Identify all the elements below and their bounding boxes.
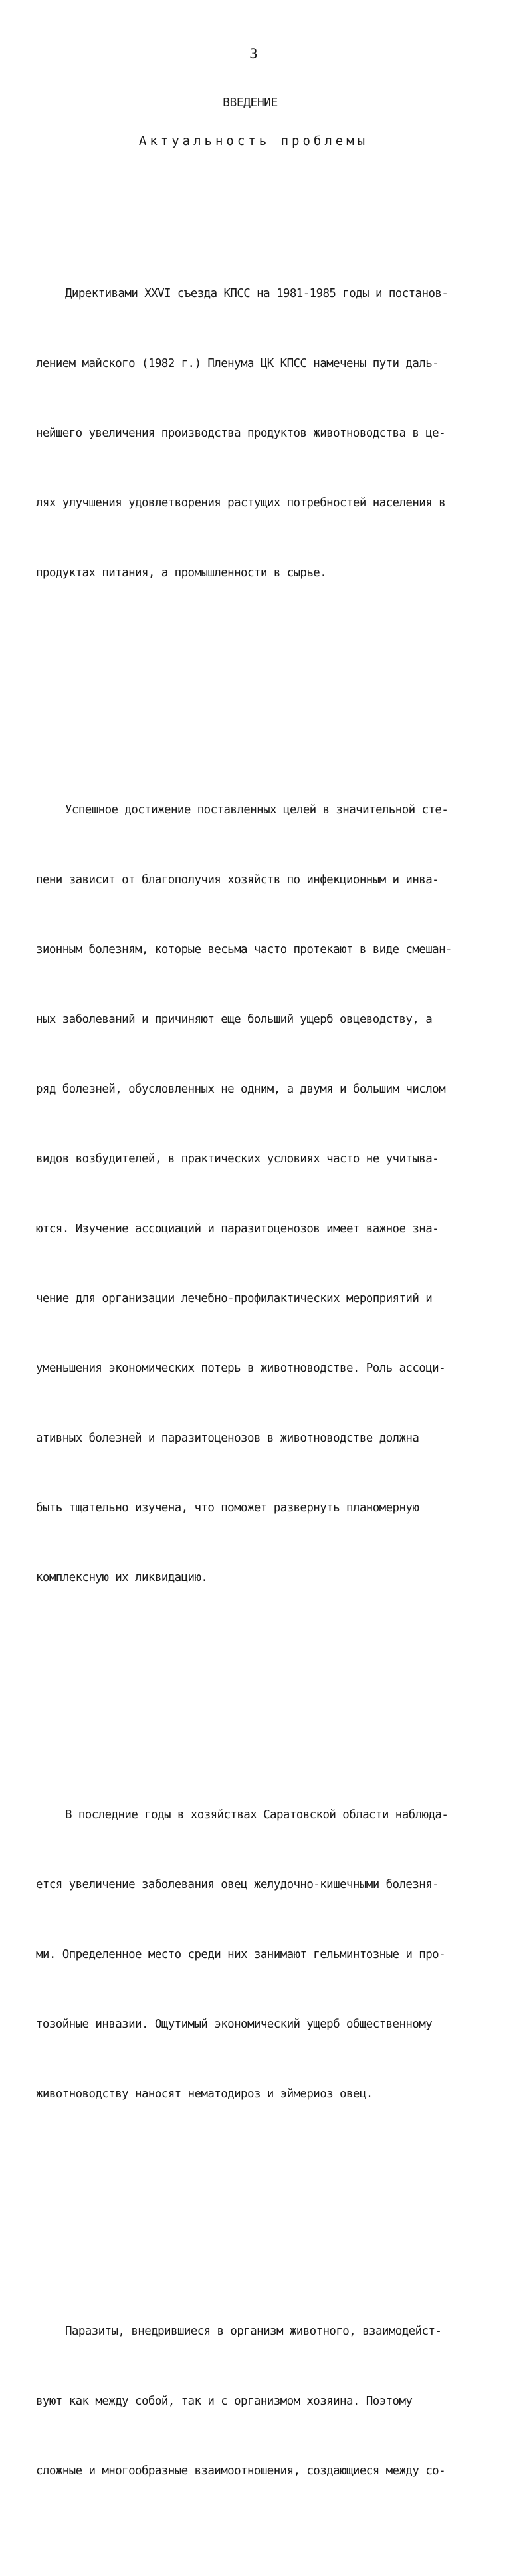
text-line: Успешное достижение поставленных целей в значительной сте- bbox=[65, 804, 449, 817]
text-line: Паразиты, внедрившиеся в организм животного, взаимодейст- bbox=[65, 2325, 442, 2338]
text-line: комплексную их ликвидацию. bbox=[36, 1571, 208, 1584]
text-line: Директивами XXVI съезда КПСС на 1981-1985 годы и постанов- bbox=[65, 287, 449, 300]
text-line: В последние годы в хозяйствах Саратовской области наблюда- bbox=[65, 1808, 449, 1822]
text-line: продуктах питания, а промышленности в сырье. bbox=[36, 566, 327, 580]
text-line: животноводству наносят нематодироз и эймериоз овец. bbox=[36, 2088, 373, 2101]
section-subtitle: Актуальность проблемы bbox=[138, 134, 369, 148]
text-line: ных заболеваний и причиняют еще больший ущерб овцеводству, а bbox=[36, 1013, 433, 1026]
text-line: пени зависит от благополучия хозяйств по инфекционным и инва- bbox=[36, 873, 439, 887]
text-line: уменьшения экономических потерь в животноводстве. Роль ассоци- bbox=[36, 1362, 446, 1375]
text-line: вуют как между собой, так и с организмом хозяина. Поэтому bbox=[36, 2395, 413, 2408]
text-line: ется увеличение заболевания овец желудочно-кишечными болезня- bbox=[36, 1878, 439, 1891]
text-line: сложные и многообразные взаимоотношения, создающиеся между со- bbox=[36, 2464, 446, 2478]
section-title: ВВЕДЕНИЕ bbox=[223, 96, 278, 110]
body-text bbox=[36, 166, 504, 2576]
text-line: ативных болезней и паразитоценозов в животноводстве должна bbox=[36, 1432, 419, 1445]
text-line: нейшего увеличения производства продуктов животноводства в це- bbox=[36, 427, 446, 440]
text-line: ются. Изучение ассоциаций и паразитоценозов имеет важное зна- bbox=[36, 1222, 439, 1235]
text-line: ряд болезней, обусловленных не одним, а двумя и большим числом bbox=[36, 1083, 446, 1096]
paragraph bbox=[36, 236, 504, 631]
text-line: тозойные инвазии. Ощутимый экономический ущерб общественному bbox=[36, 2018, 433, 2031]
text-line: видов возбудителей, в практических условиях часто не учитыва- bbox=[36, 1152, 439, 1166]
paragraph bbox=[36, 752, 504, 1636]
text-line: чение для организации лечебно-профилактических мероприятий и bbox=[36, 1292, 433, 1305]
paragraph bbox=[36, 1757, 504, 2153]
text-line: быть тщательно изучена, что поможет развернуть планомерную bbox=[36, 1501, 419, 1515]
page-number: 3 bbox=[249, 46, 258, 62]
paragraph bbox=[36, 2274, 504, 2529]
text-line: лением майского (1982 г.) Пленума ЦК КПСС намечены пути даль- bbox=[36, 357, 439, 370]
text-line: зионным болезням, которые весьма часто протекают в виде смешан- bbox=[36, 943, 452, 956]
text-line: лях улучшения удовлетворения растущих потребностей населения в bbox=[36, 496, 446, 510]
text-line: ми. Определенное место среди них занимают гельминтозные и про- bbox=[36, 1948, 446, 1961]
